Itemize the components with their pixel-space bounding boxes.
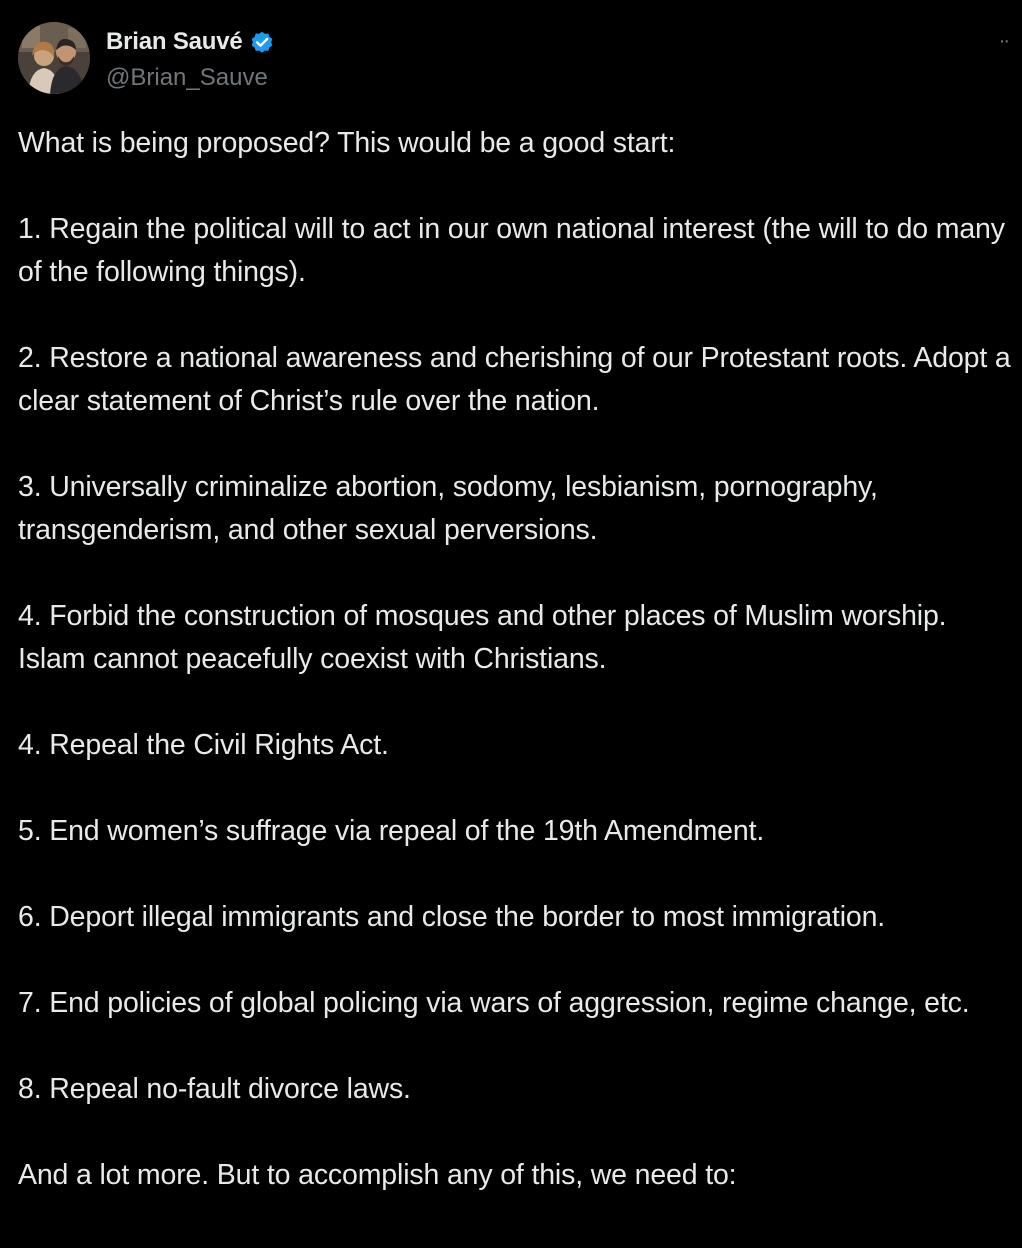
- post-paragraph: 8. Repeal no-fault divorce laws.: [18, 1073, 411, 1105]
- post-paragraph: 7. End policies of global policing via wars of aggression, regime change, etc.: [18, 987, 970, 1019]
- more-options-icon[interactable]: ··: [998, 30, 1008, 52]
- author-display-name[interactable]: Brian Sauvé: [106, 28, 243, 55]
- post-text: [18, 122, 1018, 1240]
- avatar[interactable]: [18, 22, 90, 94]
- post-paragraph: And a lot more. But to accomplish any of this, we need to:: [18, 1159, 737, 1191]
- author-name-row: [106, 28, 275, 56]
- post-paragraph: 4. Repeal the Civil Rights Act.: [18, 729, 389, 761]
- post-header: [18, 22, 1008, 98]
- author-handle[interactable]: @Brian_Sauve: [106, 64, 268, 91]
- post-paragraph: 6. Deport illegal immigrants and close the border to most immigration.: [18, 901, 886, 933]
- avatar-photo-icon: [18, 22, 90, 94]
- post-paragraph: 4. Forbid the construction of mosques and other places of Muslim worship. Islam cannot peacefully coexist with Christians.: [18, 600, 947, 675]
- post-paragraph: 3. Universally criminalize abortion, sodomy, lesbianism, pornography, transgenderism, and other sexual perversions.: [18, 471, 878, 546]
- post-paragraph: What is being proposed? This would be a good start:: [18, 127, 676, 159]
- post-paragraph: 1. Regain the political will to act in our own national interest (the will to do many of the following things).: [18, 213, 1005, 288]
- verified-badge-icon: [249, 29, 275, 55]
- post-paragraph: 2. Restore a national awareness and cherishing of our Protestant roots. Adopt a clear statement of Christ’s rule over the nation.: [18, 342, 1011, 417]
- post-paragraph: 5. End women’s suffrage via repeal of the 19th Amendment.: [18, 815, 765, 847]
